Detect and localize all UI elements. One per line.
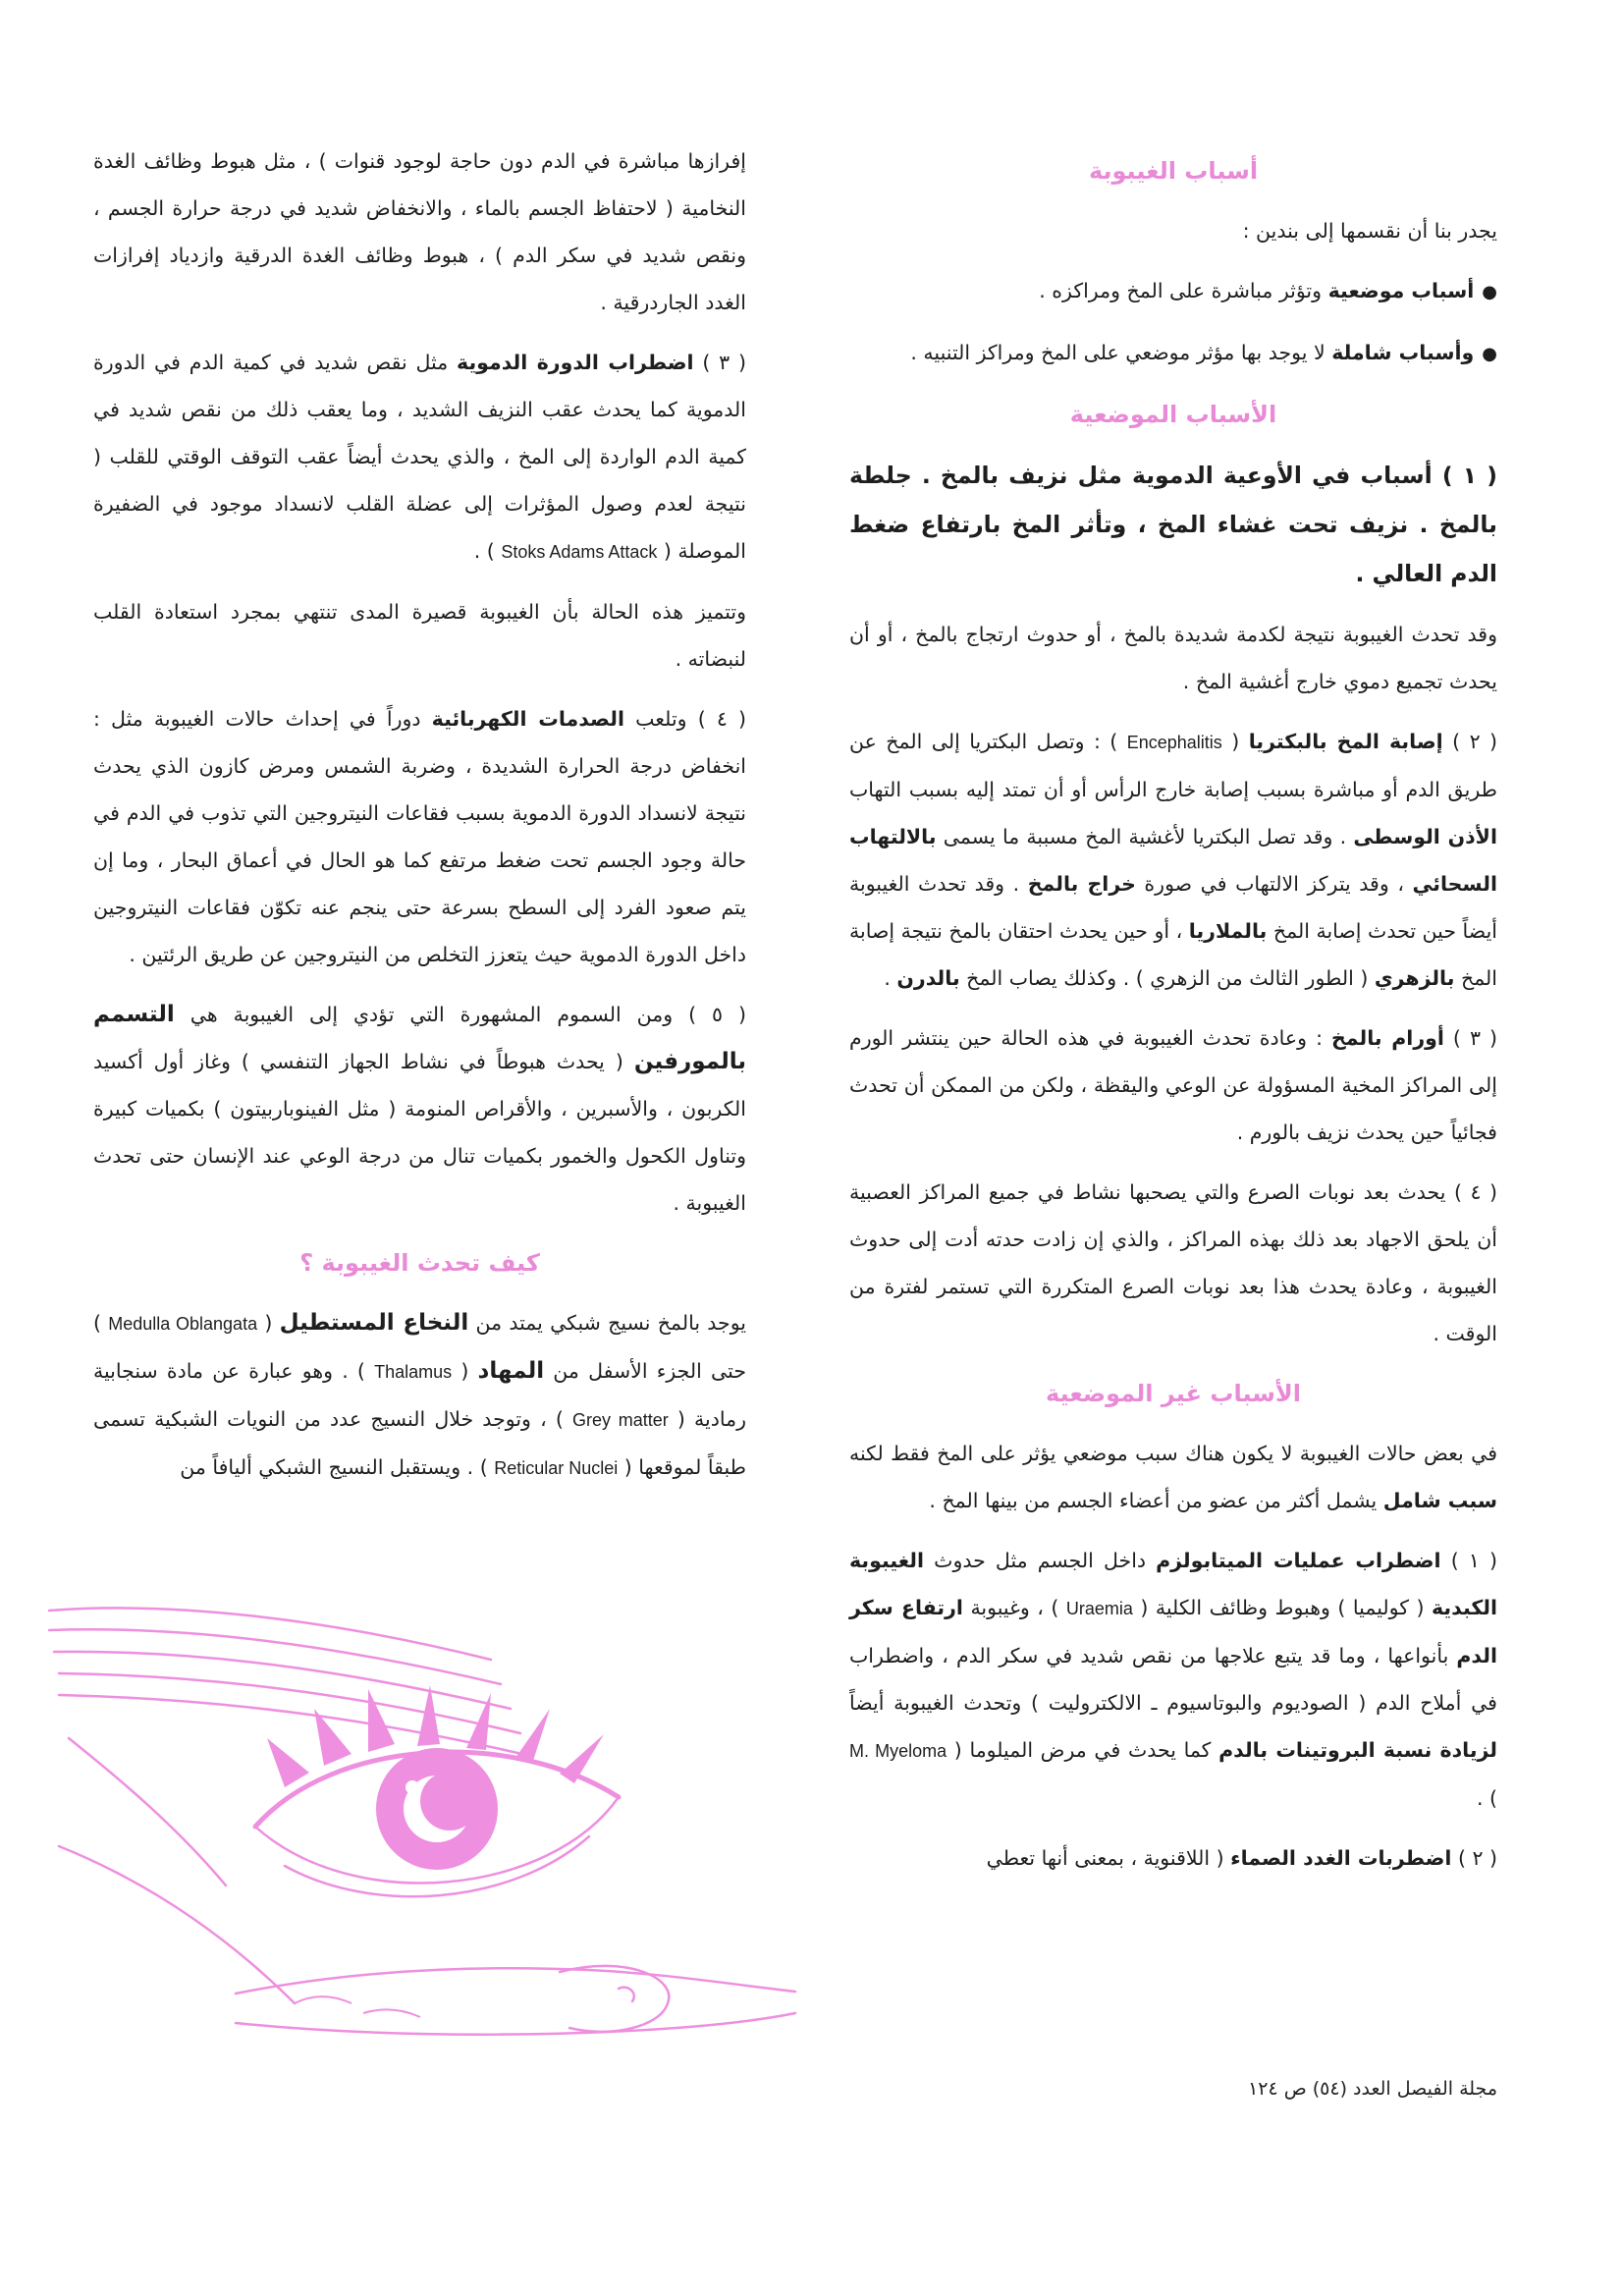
paragraph-poisons bbox=[93, 991, 746, 1227]
paragraph-brain-tumors bbox=[849, 1014, 1497, 1156]
text-run: دوراً في إحداث حالات الغيبوبة مثل : انخفاض درجة الحرارة الشديدة ، وضربة الشمس ومرض كازون الذي يحدث نتيجة لانسداد الدورة الدموية بسبب فقاعات النيتروجين التي تذوب في الدم في حالة وجود الجسم تحت ضغط مرتفع كما هو الحال في أعماق البحار ، وما إن يتم صعود الفرد إلى السطح بسرعة حتى ينجم عنه تكوّن فقاعات النيتروجين داخل الدورة الدموية حيث يتعزز التخلص من النيتروجين عن طريق الرئتين . bbox=[93, 707, 746, 966]
strong-run: الصدمات الكهربائية bbox=[431, 707, 624, 731]
text-run: ( bbox=[452, 1359, 478, 1383]
strong-run: بالالتهاب السحائي bbox=[849, 825, 1497, 896]
text-run: مثل نقص شديد في كمية الدم في الدورة الدموية كما يحدث عقب النزيف الشديد ، وما يعقب ذلك من نقص شديد في كمية الدم الواردة إلى المخ ، والذي يحدث أيضاً عقب التوقف الوقتي للقلب ( نتيجة لعدم وصول المؤثرات إلى عضلة القلب لانسداد موجود في الضفيرة الموصلة ( bbox=[93, 351, 746, 563]
eye-and-figure-illustration bbox=[39, 1591, 805, 2052]
text-run: ( ١ ) bbox=[1440, 1549, 1498, 1572]
text-run: ) حتى الجزء الأسفل من bbox=[93, 1311, 746, 1383]
left-column bbox=[93, 137, 746, 1504]
text-run: ) . bbox=[473, 539, 502, 563]
text-run: ( bbox=[257, 1311, 280, 1335]
text-run: ( bbox=[1221, 730, 1249, 753]
latin-term: Medulla Oblangata bbox=[108, 1314, 258, 1334]
bullet-local-causes bbox=[849, 267, 1497, 316]
paragraph-vascular-causes: ( ١ ) أسباب في الأوعية الدموية مثل نزيف بالمخ . جلطة بالمخ . نزيف تحت غشاء المخ ، وتأثر المخ بارتفاع ضغط الدم العالي . bbox=[849, 462, 1497, 587]
paragraph-short-coma: وتتميز هذه الحالة بأن الغيبوبة قصيرة المدى تنتهي بمجرد استعادة القلب لنبضاته . bbox=[93, 600, 746, 671]
bullet-strong: أسباب موضعية bbox=[1327, 279, 1475, 302]
text-run: ) ، وتوجد خلال النسيج عدد من النويات الشبكية تسمى طبقاً لموقعها ( bbox=[93, 1407, 746, 1479]
text-run: ( ٣ ) bbox=[693, 351, 747, 374]
latin-term: Stoks Adams Attack bbox=[501, 542, 658, 562]
text-run: ) . وهو عبارة عن مادة سنجابية رمادية ( bbox=[93, 1359, 746, 1431]
latin-term: Encephalitis bbox=[1126, 733, 1222, 752]
bullet-dot-icon: ● bbox=[1482, 282, 1497, 302]
text-run: ) . ويستقبل النسيج الشبكي أليافاً من bbox=[180, 1455, 495, 1479]
text-run: ( اللاقنوية ، بمعنى أنها تعطي bbox=[986, 1846, 1231, 1870]
right-column bbox=[849, 147, 1497, 1894]
text-run: : وعادة تحدث الغيبوبة في هذه الحالة حين ينتشر الورم إلى المراكز المخية المسؤولة عن الوعي واليقظة ، ولكن من الممكن أن تحدث فجائياً حين يحدث نزيف بالورم . bbox=[849, 1026, 1497, 1144]
text-run: ) . bbox=[1476, 1786, 1497, 1810]
latin-term: Uraemia bbox=[1065, 1599, 1133, 1618]
text-run: كما يحدث في مرض الميلوما ( bbox=[947, 1738, 1219, 1762]
paragraph-reticular-tissue bbox=[93, 1299, 746, 1492]
paragraph-brain-contusion: وقد تحدث الغيبوبة نتيجة لكدمة شديدة بالمخ ، أو حدوث ارتجاج بالمخ ، أو أن يحدث تجميع دموي خارج أغشية المخ . bbox=[849, 623, 1497, 693]
strong-run: بالزهري bbox=[1374, 966, 1455, 990]
text-run: بأنواعها ، وما قد يتبع علاجها من نقص شديد في سكر الدم ، واضطراب في أملاح الدم ( الصوديوم والبوتاسيوم ـ الالكتروليت ) وتحدث الغيبوبة أيضاً bbox=[849, 1644, 1497, 1715]
intro-text: يجدر بنا أن نقسمها إلى بندين : bbox=[1242, 219, 1497, 243]
strong-run: المهاد bbox=[477, 1358, 545, 1384]
text-run: ( يحدث هبوطاً في نشاط الجهاز التنفسي ) وغاز أول أكسيد الكربون ، والأسبرين ، والأقراص المنومة ( مثل الفينوباربيتون ) بكميات كبيرة وتناول الكحول والخمور بكميات تنال من درجة الوعي عند الإنسان حتى تحدث الغيبوبة . bbox=[93, 1050, 746, 1215]
strong-run: أورام بالمخ bbox=[1331, 1026, 1444, 1050]
latin-term: Thalamus bbox=[374, 1362, 453, 1382]
strong-run: الغيبوبة الكبدية bbox=[849, 1549, 1497, 1619]
text-run: ( الطور الثالث من الزهري ) . وكذلك يصاب المخ bbox=[959, 966, 1375, 990]
strong-run: خراج بالمخ bbox=[1027, 872, 1136, 896]
text-run: ، وقد يتركز الالتهاب في صورة bbox=[1135, 872, 1413, 896]
text-run: ( ٤ ) وتلعب bbox=[624, 707, 747, 731]
page-footer: مجلة الفيصل العدد (٥٤) ص ١٢٤ bbox=[1248, 2078, 1497, 2100]
heading-how-coma-occurs: كيف تحدث الغيبوبة ؟ bbox=[299, 1249, 540, 1277]
heading-local-causes: الأسباب الموضعية bbox=[1069, 401, 1277, 428]
bullet-general-causes bbox=[849, 329, 1497, 378]
bullet-dot-icon: ● bbox=[1482, 344, 1497, 364]
strong-run: ارتفاع سكر الدم bbox=[849, 1596, 1497, 1667]
bullet-text: وتؤثر مباشرة على المخ ومراكزه . bbox=[1039, 279, 1328, 302]
text-run: ( ٣ ) bbox=[1443, 1026, 1498, 1050]
latin-term: Reticular Nuclei bbox=[494, 1458, 619, 1478]
text-run: ( ٥ ) ومن السموم المشهورة التي تؤدي إلى الغيبوبة هي bbox=[174, 1003, 746, 1026]
text-run: في بعض حالات الغيبوبة لا يكون هناك سبب موضعي يؤثر على المخ فقط لكنه bbox=[849, 1442, 1497, 1465]
strong-run: إصابة المخ بالبكتريا bbox=[1248, 730, 1443, 753]
text-run: ( كوليميا ) وهبوط وظائف الكلية ( bbox=[1132, 1596, 1432, 1619]
paragraph-circulation bbox=[93, 339, 746, 575]
text-run: ) ، وغيبوبة bbox=[962, 1596, 1066, 1619]
strong-run: اضطراب عمليات الميتابولزم bbox=[1156, 1549, 1441, 1572]
strong-run: بالملاريا bbox=[1188, 919, 1268, 943]
paragraph-metabolism bbox=[849, 1537, 1497, 1822]
strong-run: اضطربات الغدد الصماء bbox=[1230, 1846, 1452, 1870]
text-run: داخل الجسم مثل حدوث bbox=[924, 1549, 1157, 1572]
text-run: . وقد تحدث الغيبوبة أيضاً حين تحدث إصابة المخ bbox=[849, 872, 1497, 943]
strong-run: النخاع المستطيل bbox=[279, 1310, 469, 1336]
bullet-text: لا يوجد بها مؤثر موضعي على المخ ومراكز التنبيه . bbox=[910, 341, 1332, 364]
strong-run: بالدرن bbox=[896, 966, 960, 990]
text-run: ، أو حين يحدث احتقان بالمخ نتيجة إصابة المخ bbox=[849, 919, 1497, 990]
latin-term: Grey matter bbox=[572, 1410, 669, 1430]
strong-run: لزيادة نسبة البروتينات بالدم bbox=[1218, 1738, 1498, 1762]
paragraph-brain-infection bbox=[849, 718, 1497, 1002]
text-run: ( ٢ ) bbox=[1451, 1846, 1497, 1870]
text-run: يشمل أكثر من عضو من أعضاء الجسم من بينها المخ . bbox=[929, 1489, 1383, 1512]
paragraph-endocrine-continued: إفرازها مباشرة في الدم دون حاجة لوجود قنوات ) ، مثل هبوط وظائف الغدة النخامية ( لاحتفاظ الجسم بالماء ، والانخفاض شديد في درجة حرارة الجسم ، ونقص شديد في سكر الدم ) ، هبوط وظائف الغدة الدرقية وازدياد إفرازات الغدد الجاردرقية . bbox=[93, 149, 746, 314]
text-run: ) : وتصل البكتريا إلى المخ عن طريق الدم أو مباشرة بسبب إصابة خارج الرأس أو أن تمتد إليه بسبب التهاب bbox=[849, 730, 1497, 801]
strong-run: الأذن الوسطى bbox=[1353, 825, 1497, 848]
text-run: ( ٢ ) bbox=[1442, 730, 1498, 753]
strong-run: اضطراب الدورة الدموية bbox=[457, 351, 694, 374]
paragraph-epilepsy: ( ٤ ) يحدث بعد نوبات الصرع والتي يصحبها نشاط في جميع المراكز العصبية أن يلحق الاجهاد بعد ذلك بهذه المراكز ، والذي إن زادت حدته أدت إلى حدوث الغيبوبة ، وعادة يحدث هذا بعد نوبات الصرع المتكررة التي تستمر لفترة من الوقت . bbox=[849, 1180, 1498, 1345]
latin-term: M. Myeloma bbox=[849, 1741, 947, 1761]
strong-run: سبب شامل bbox=[1382, 1489, 1497, 1512]
bullet-strong: وأسباب شاملة bbox=[1331, 341, 1475, 364]
text-run: . وقد تصل البكتريا لأغشية المخ مسببة ما يسمى bbox=[936, 825, 1354, 848]
paragraph-endocrine bbox=[849, 1834, 1497, 1882]
paragraph-electric-shocks bbox=[93, 695, 746, 978]
text-run: يوجد بالمخ نسيج شبكي يمتد من bbox=[468, 1311, 747, 1335]
text-run: . bbox=[884, 966, 897, 990]
heading-causes-of-coma: أسباب الغيبوبة bbox=[1088, 157, 1259, 185]
paragraph-general-cause bbox=[849, 1430, 1497, 1524]
heading-non-local-causes: الأسباب غير الموضعية bbox=[1046, 1380, 1301, 1407]
strong-run: التسمم بالمورفين bbox=[93, 1002, 746, 1074]
